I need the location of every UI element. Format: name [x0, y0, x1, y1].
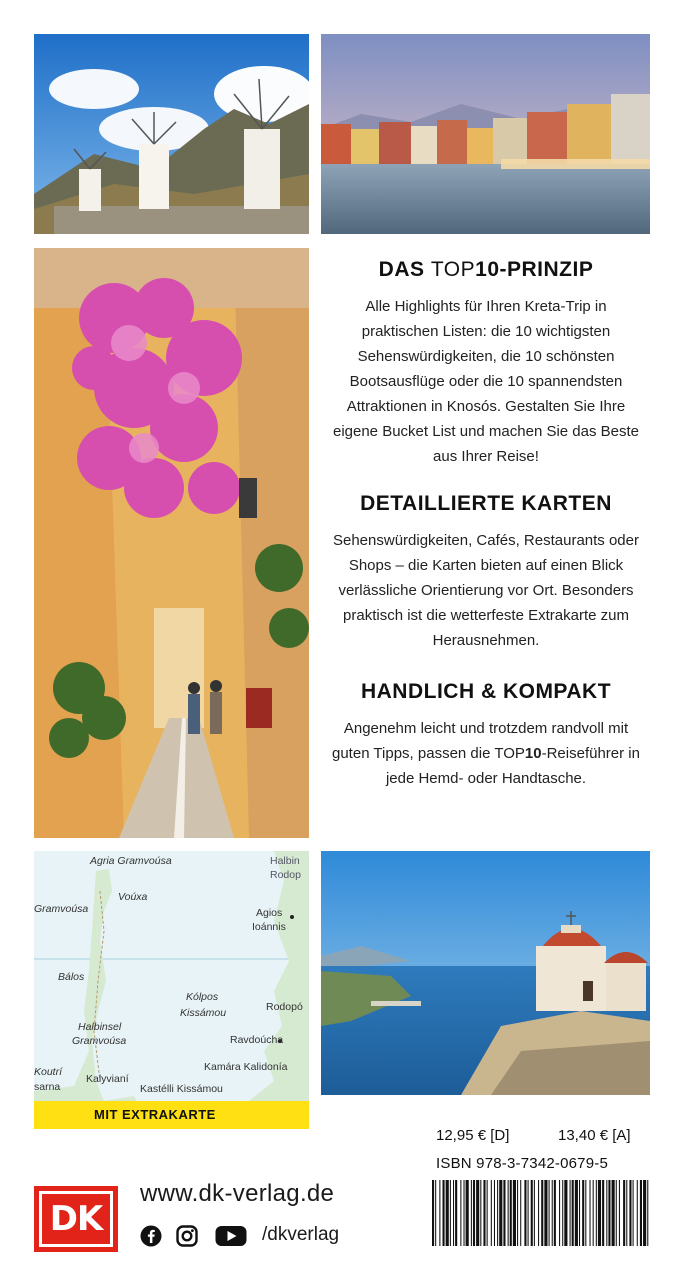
section-body: Alle Highlights für Ihren Kreta-Trip in praktischen Listen: die 10 wichtigsten Sehenswürdigkeiten, die 10 schönsten Bootsausflüge oder die 10 spannendsten Attraktionen in Knosós. Gestalten Sie Ihre eigene Bucket List und machen Sie das Beste aus Ihrer Reise!	[332, 298, 640, 465]
section-detailed-maps	[330, 492, 642, 653]
barcode-bar	[466, 1180, 469, 1246]
barcode-bar	[612, 1180, 615, 1246]
barcode-bar	[579, 1180, 580, 1246]
barcode-bar	[538, 1180, 539, 1246]
website-link[interactable]: www.dk-verlag.de	[140, 1180, 335, 1207]
harbor-photo	[321, 34, 650, 234]
map-label: Ravdoúcha	[230, 1034, 284, 1046]
section-top10-principle	[330, 258, 642, 469]
barcode-bar	[471, 1180, 472, 1246]
barcode-bar	[596, 1180, 597, 1246]
barcode-bar	[464, 1180, 465, 1246]
barcode-bar	[647, 1180, 648, 1246]
map-label: Kissámou	[180, 1007, 227, 1019]
barcode-bar	[593, 1180, 594, 1246]
map-label: Gramvoúsa	[72, 1035, 127, 1047]
barcode-bar	[559, 1180, 560, 1246]
section-handy-compact	[330, 680, 642, 791]
barcode-bar	[602, 1180, 604, 1246]
barcode-bar	[513, 1180, 516, 1246]
barcode-bar	[480, 1180, 481, 1246]
barcode-bar	[564, 1180, 567, 1246]
barcode-bar	[473, 1180, 475, 1246]
section-title: HANDLICH & KOMPAKT	[360, 680, 612, 703]
barcode-bar	[476, 1180, 479, 1246]
barcode-bar	[616, 1180, 617, 1246]
youtube-icon[interactable]	[215, 1224, 247, 1248]
social-handle: /dkverlag	[262, 1224, 340, 1245]
barcode-bar	[626, 1180, 627, 1246]
facebook-icon[interactable]	[140, 1224, 162, 1248]
barcode-bar	[585, 1180, 586, 1246]
barcode-bar	[562, 1180, 563, 1246]
map-label: Halbin	[270, 855, 300, 867]
barcode-bar	[439, 1180, 440, 1246]
map-label: sarna	[34, 1081, 61, 1093]
section-body: Angenehm leicht und trotzdem randvoll mit guten Tipps, passen die TOP10-Reiseführer in jede Hemd- oder Handtasche.	[332, 720, 640, 787]
map-label: Bálos	[58, 971, 85, 983]
map-label: Gramvoúsa	[34, 903, 89, 915]
instagram-icon[interactable]	[176, 1224, 198, 1248]
barcode-bar	[572, 1180, 574, 1246]
barcode-bar	[524, 1180, 526, 1246]
barcode-bar	[528, 1180, 529, 1246]
price-austria: 13,40 € [A]	[558, 1127, 631, 1144]
map-label: Rodopó	[266, 1001, 303, 1013]
barcode-bar	[608, 1180, 610, 1246]
map-label: Kalyvianí	[86, 1073, 129, 1085]
barcode-bar	[582, 1180, 584, 1246]
barcode-bar	[544, 1180, 547, 1246]
barcode	[432, 1180, 650, 1246]
barcode-bar	[629, 1180, 631, 1246]
barcode-bar	[637, 1180, 638, 1246]
section-title: DETAILLIERTE KARTEN	[360, 492, 612, 515]
street-photo	[34, 248, 309, 838]
barcode-bar	[508, 1180, 509, 1246]
barcode-bar	[517, 1180, 518, 1246]
barcode-bar	[633, 1180, 634, 1246]
barcode-bar	[640, 1180, 642, 1246]
barcode-bar	[531, 1180, 533, 1246]
barcode-bar	[552, 1180, 553, 1246]
barcode-bar	[606, 1180, 607, 1246]
barcode-bar	[499, 1180, 502, 1246]
barcode-bar	[570, 1180, 571, 1246]
barcode-bar	[497, 1180, 498, 1246]
barcode-bar	[549, 1180, 550, 1246]
barcode-bar	[503, 1180, 505, 1246]
barcode-bar	[483, 1180, 485, 1246]
barcode-bar	[590, 1180, 591, 1246]
map-excerpt	[34, 851, 309, 1129]
barcode-bar	[554, 1180, 556, 1246]
barcode-bar	[450, 1180, 451, 1246]
map-label: Koutrí	[34, 1066, 63, 1078]
section-body: Sehenswürdigkeiten, Cafés, Restaurants oder Shops – die Karten bieten auf einen Blick verlässliche Orientierung vor Ort. Besonders praktisch ist die wetterfeste Extrakarte zum Herausnehmen.	[332, 532, 639, 649]
extra-map-banner: MIT EXTRAKARTE	[34, 1101, 309, 1129]
barcode-bar	[520, 1180, 521, 1246]
map-label: Halbinsel	[78, 1021, 122, 1033]
price-germany: 12,95 € [D]	[436, 1127, 510, 1144]
barcode-bar	[623, 1180, 625, 1246]
dk-logo: DK	[34, 1186, 118, 1252]
map-label: Agria Gramvoúsa	[90, 855, 172, 867]
map-label: Kólpos	[186, 991, 219, 1003]
barcode-bar	[491, 1180, 492, 1246]
barcode-bar	[575, 1180, 578, 1246]
barcode-bar	[598, 1180, 601, 1246]
barcode-bar	[494, 1180, 495, 1246]
map-label: Rodop	[270, 869, 301, 881]
map-label: Ioánnis	[252, 921, 286, 933]
barcode-bar	[435, 1180, 436, 1246]
barcode-bar	[443, 1180, 445, 1246]
barcode-bar	[619, 1180, 620, 1246]
barcode-bar	[446, 1180, 449, 1246]
barcode-bar	[432, 1180, 434, 1246]
map-label: Kastélli Kissámou	[140, 1083, 223, 1095]
isbn: ISBN 978-3-7342-0679-5	[436, 1155, 609, 1172]
barcode-bar	[510, 1180, 512, 1246]
barcode-bar	[541, 1180, 543, 1246]
barcode-bar	[453, 1180, 454, 1246]
barcode-bar	[460, 1180, 461, 1246]
windmills-photo	[34, 34, 309, 234]
map-label: Voúxa	[118, 891, 148, 903]
barcode-bar	[643, 1180, 646, 1246]
map-label: Kamára Kalidonía	[204, 1061, 288, 1073]
church-photo	[321, 851, 650, 1095]
barcode-bar	[455, 1180, 457, 1246]
barcode-bar	[487, 1180, 488, 1246]
barcode-bar	[534, 1180, 535, 1246]
section-title: DAS TOP10-PRINZIP	[378, 258, 594, 281]
map-label: Agios	[256, 907, 283, 919]
